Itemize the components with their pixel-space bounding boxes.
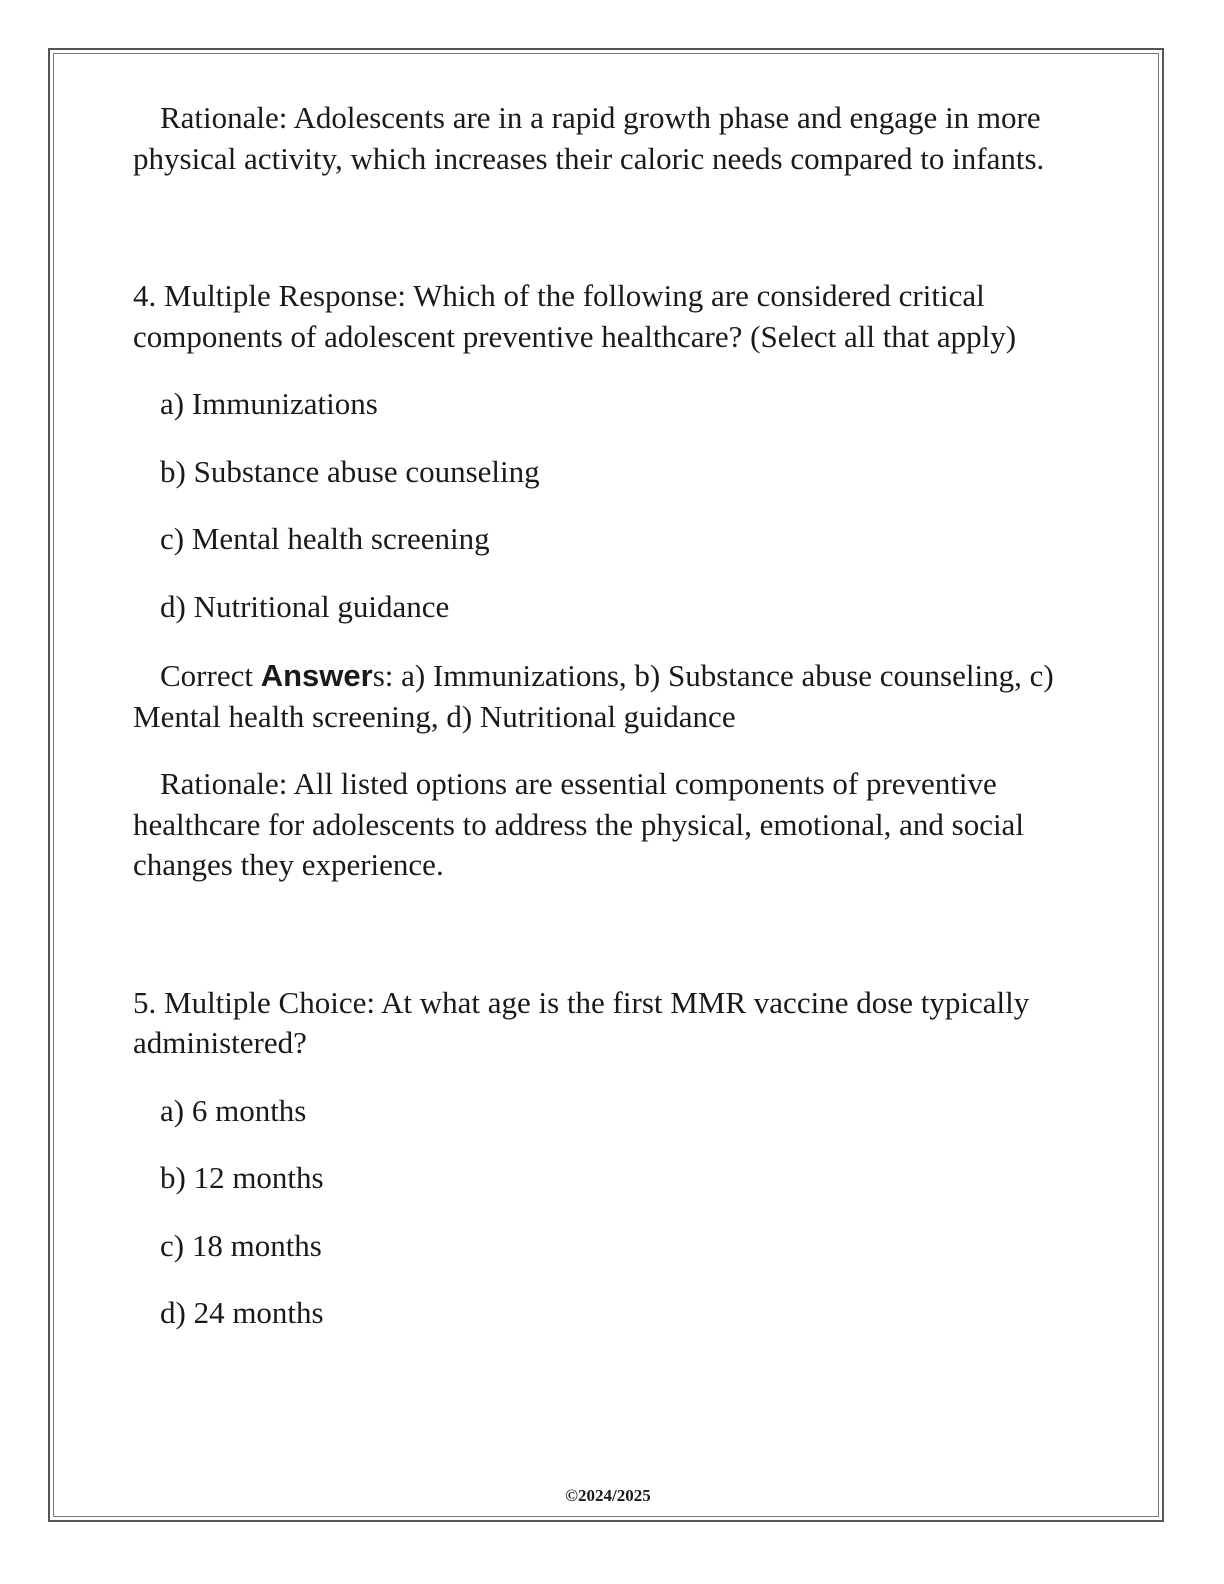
- question-4-option-c: c) Mental health screening: [160, 521, 490, 556]
- rationale-q4: Rationale: All listed options are essential components of preventive healthcare for adolescents to address the physical, emotional, and social changes they experience.: [133, 766, 1024, 882]
- question-5-stem: 5. Multiple Choice: At what age is the first MMR vaccine dose typically administered?: [133, 984, 1030, 1060]
- question-4-correct-answers: [133, 656, 1093, 737]
- spacer: [133, 886, 1093, 983]
- answer-rest: s: a) Immunizations, b) Substance abuse counseling, c) Mental health screening, d) Nutritional guidance: [133, 658, 1054, 734]
- answer-prefix: Correct: [160, 658, 261, 693]
- question-5-option-b: b) 12 months: [160, 1160, 324, 1195]
- question-5-option-d: d) 24 months: [160, 1295, 324, 1330]
- question-4-option-d: d) Nutritional guidance: [160, 588, 450, 624]
- copyright-footer: ©2024/2025: [565, 1486, 651, 1505]
- document-content: [133, 98, 1093, 1334]
- question-5-option-c: c) 18 months: [160, 1227, 322, 1263]
- question-4-option-a: a) Immunizations: [160, 386, 378, 421]
- question-5-option-a: a) 6 months: [160, 1092, 307, 1128]
- spacer: [133, 179, 1093, 276]
- answer-word: Answer: [260, 658, 373, 693]
- question-4-stem: 4. Multiple Response: Which of the following are considered critical components of adolescent preventive healthcare? (Select all that apply): [133, 278, 1017, 354]
- question-4-option-b: b) Substance abuse counseling: [160, 453, 540, 489]
- rationale-q3: Rationale: Adolescents are in a rapid growth phase and engage in more physical activity, which increases their caloric needs compared to infants.: [133, 100, 1045, 176]
